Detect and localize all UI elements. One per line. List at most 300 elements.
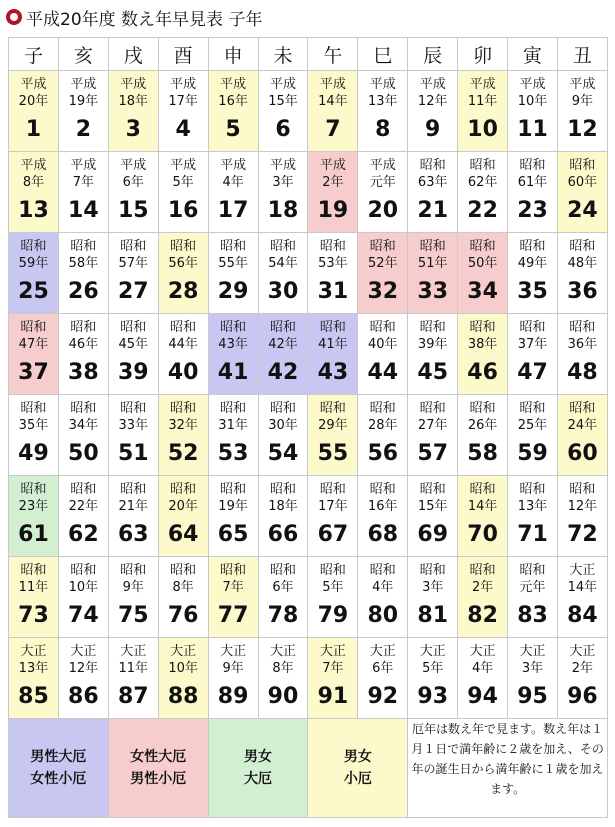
era-year: 13年 xyxy=(18,661,49,676)
age-number: 16 xyxy=(167,198,199,223)
age-cell xyxy=(308,314,358,395)
era-name: 大正 xyxy=(519,644,546,659)
zodiac-header: 戌 xyxy=(108,38,158,71)
age-number: 88 xyxy=(167,684,199,709)
era-year: 15年 xyxy=(268,94,298,109)
age-number: 32 xyxy=(367,279,399,304)
age-number: 65 xyxy=(217,522,249,547)
age-number: 12 xyxy=(567,117,598,142)
age-cell xyxy=(408,557,458,638)
table-row xyxy=(9,314,608,395)
age-number: 86 xyxy=(68,684,99,709)
era-year: 元年 xyxy=(369,175,396,190)
era-year: 60年 xyxy=(567,175,598,190)
age-cell xyxy=(9,395,59,476)
age-number: 62 xyxy=(68,522,99,547)
age-number: 96 xyxy=(567,684,598,709)
age-cell xyxy=(9,638,59,719)
age-cell xyxy=(358,557,408,638)
era-name: 昭和 xyxy=(319,239,346,254)
era-name: 昭和 xyxy=(319,401,346,416)
zodiac-header: 寅 xyxy=(508,38,558,71)
age-cell xyxy=(557,314,607,395)
era-year: 10年 xyxy=(168,661,198,676)
age-number: 3 xyxy=(125,117,141,142)
age-number: 71 xyxy=(517,522,548,547)
age-cell xyxy=(557,557,607,638)
legend-both-minor: 男女 小厄 xyxy=(308,719,408,818)
era-year: 40年 xyxy=(368,337,398,352)
age-number: 1 xyxy=(25,117,42,142)
age-number: 77 xyxy=(217,603,249,628)
era-year: 24年 xyxy=(567,418,598,433)
zodiac-header: 午 xyxy=(308,38,358,71)
age-number: 22 xyxy=(467,198,498,223)
era-name: 昭和 xyxy=(569,401,596,416)
age-number: 93 xyxy=(417,684,449,709)
era-name: 昭和 xyxy=(220,320,247,335)
age-number: 66 xyxy=(267,522,299,547)
era-name: 昭和 xyxy=(319,482,346,497)
era-name: 昭和 xyxy=(369,320,396,335)
era-name: 平成 xyxy=(20,158,47,173)
age-number: 19 xyxy=(317,198,349,223)
era-year: 2年 xyxy=(571,661,594,676)
era-year: 9年 xyxy=(222,661,244,676)
era-name: 平成 xyxy=(419,77,446,92)
era-year: 53年 xyxy=(318,256,348,271)
age-number: 61 xyxy=(18,522,49,547)
age-number: 51 xyxy=(117,441,149,466)
era-year: 22年 xyxy=(68,499,99,514)
age-number: 47 xyxy=(517,360,548,385)
age-cell xyxy=(557,638,607,719)
age-cell xyxy=(258,233,308,314)
era-name: 平成 xyxy=(70,77,97,92)
era-year: 18年 xyxy=(268,499,298,514)
era-year: 13年 xyxy=(517,499,548,514)
era-name: 大正 xyxy=(469,644,496,659)
era-year: 28年 xyxy=(368,418,398,433)
era-year: 57年 xyxy=(118,256,149,271)
age-number: 24 xyxy=(567,198,598,223)
era-name: 昭和 xyxy=(419,563,446,578)
age-cell xyxy=(108,395,158,476)
age-cell xyxy=(158,71,208,152)
age-number: 31 xyxy=(317,279,349,304)
age-number: 46 xyxy=(467,360,498,385)
era-year: 8年 xyxy=(22,175,45,190)
era-year: 29年 xyxy=(318,418,348,433)
age-table xyxy=(8,37,608,818)
era-name: 平成 xyxy=(369,77,396,92)
era-year: 18年 xyxy=(118,94,149,109)
era-year: 30年 xyxy=(268,418,298,433)
era-name: 大正 xyxy=(419,644,446,659)
legend-male-major-female-minor: 男性大厄 女性小厄 xyxy=(9,719,109,818)
age-cell xyxy=(508,476,558,557)
era-name: 昭和 xyxy=(170,401,197,416)
age-number: 76 xyxy=(167,603,199,628)
era-name: 昭和 xyxy=(469,482,496,497)
age-cell xyxy=(508,71,558,152)
age-cell xyxy=(458,476,508,557)
era-name: 昭和 xyxy=(519,563,546,578)
era-name: 昭和 xyxy=(20,401,47,416)
age-number: 44 xyxy=(367,360,399,385)
era-name: 大正 xyxy=(120,644,147,659)
era-year: 32年 xyxy=(168,418,198,433)
era-year: 49年 xyxy=(517,256,548,271)
zodiac-header: 亥 xyxy=(58,38,108,71)
age-number: 27 xyxy=(117,279,149,304)
era-year: 5年 xyxy=(422,661,444,676)
age-number: 80 xyxy=(367,603,399,628)
era-year: 33年 xyxy=(118,418,149,433)
age-number: 25 xyxy=(18,279,49,304)
age-cell xyxy=(308,233,358,314)
era-name: 平成 xyxy=(469,77,496,92)
era-name: 昭和 xyxy=(469,158,496,173)
age-cell xyxy=(458,557,508,638)
era-year: 36年 xyxy=(567,337,598,352)
era-name: 昭和 xyxy=(70,482,97,497)
age-number: 5 xyxy=(225,117,241,142)
era-year: 39年 xyxy=(417,337,448,352)
era-year: 17年 xyxy=(168,94,198,109)
age-cell xyxy=(108,152,158,233)
age-number: 45 xyxy=(417,360,449,385)
era-name: 平成 xyxy=(269,77,296,92)
era-name: 昭和 xyxy=(170,482,197,497)
age-cell xyxy=(557,476,607,557)
age-cell xyxy=(408,395,458,476)
age-cell xyxy=(258,557,308,638)
age-cell xyxy=(557,395,607,476)
era-name: 大正 xyxy=(369,644,396,659)
age-number: 39 xyxy=(117,360,149,385)
age-number: 75 xyxy=(117,603,149,628)
era-year: 23年 xyxy=(18,499,49,514)
age-cell xyxy=(508,233,558,314)
era-year: 3年 xyxy=(422,580,444,595)
era-name: 昭和 xyxy=(70,563,97,578)
era-year: 15年 xyxy=(417,499,448,514)
age-number: 52 xyxy=(167,441,199,466)
age-cell xyxy=(58,557,108,638)
era-name: 昭和 xyxy=(120,320,147,335)
age-number: 42 xyxy=(267,360,299,385)
age-cell xyxy=(308,638,358,719)
age-number: 79 xyxy=(317,603,349,628)
age-cell xyxy=(9,557,59,638)
age-cell xyxy=(508,314,558,395)
age-number: 10 xyxy=(467,117,498,142)
era-name: 平成 xyxy=(170,158,197,173)
era-year: 52年 xyxy=(368,256,398,271)
era-year: 43年 xyxy=(218,337,248,352)
era-name: 昭和 xyxy=(569,320,596,335)
age-cell xyxy=(408,233,458,314)
era-year: 4年 xyxy=(372,580,394,595)
era-year: 6年 xyxy=(372,661,394,676)
age-cell xyxy=(108,476,158,557)
age-cell xyxy=(458,638,508,719)
era-name: 大正 xyxy=(569,563,596,578)
age-number: 73 xyxy=(18,603,49,628)
era-year: 20年 xyxy=(168,499,198,514)
age-cell xyxy=(508,638,558,719)
era-year: 14年 xyxy=(318,94,348,109)
era-name: 平成 xyxy=(269,158,296,173)
age-number: 14 xyxy=(68,198,99,223)
age-cell xyxy=(208,638,258,719)
legend-both-major: 男女 大厄 xyxy=(208,719,308,818)
era-name: 昭和 xyxy=(220,563,247,578)
era-name: 昭和 xyxy=(419,158,446,173)
era-year: 20年 xyxy=(18,94,49,109)
age-number: 50 xyxy=(68,441,99,466)
era-name: 昭和 xyxy=(170,239,197,254)
age-cell xyxy=(158,395,208,476)
age-cell xyxy=(458,152,508,233)
note-text: 厄年は数え年で見ます。数え年は１月１日で満年齢に２歳を加え、その年の誕生日から満年齢に１歳を加えます。 xyxy=(408,719,608,818)
age-cell xyxy=(458,71,508,152)
age-number: 91 xyxy=(317,684,349,709)
era-name: 平成 xyxy=(220,158,247,173)
age-number: 82 xyxy=(467,603,498,628)
page-title: 平成20年度 数え年早見表 子年 xyxy=(26,9,263,30)
era-year: 4年 xyxy=(222,175,244,190)
era-year: 19年 xyxy=(218,499,248,514)
age-cell xyxy=(308,476,358,557)
era-year: 7年 xyxy=(322,661,344,676)
age-cell xyxy=(208,233,258,314)
age-number: 11 xyxy=(517,117,548,142)
era-year: 元年 xyxy=(519,580,546,595)
era-name: 昭和 xyxy=(120,563,147,578)
zodiac-header-row xyxy=(9,38,608,71)
era-name: 昭和 xyxy=(170,320,197,335)
era-name: 昭和 xyxy=(419,401,446,416)
era-name: 昭和 xyxy=(469,563,496,578)
age-cell xyxy=(9,71,59,152)
age-number: 8 xyxy=(375,117,391,142)
era-name: 昭和 xyxy=(220,401,247,416)
era-year: 12年 xyxy=(567,499,598,514)
age-number: 63 xyxy=(117,522,149,547)
era-year: 9年 xyxy=(122,580,144,595)
era-year: 44年 xyxy=(168,337,198,352)
era-name: 昭和 xyxy=(20,563,47,578)
age-cell xyxy=(358,395,408,476)
era-name: 昭和 xyxy=(369,401,396,416)
era-year: 34年 xyxy=(68,418,99,433)
age-cell xyxy=(458,395,508,476)
era-name: 昭和 xyxy=(419,320,446,335)
era-name: 平成 xyxy=(120,158,147,173)
era-year: 16年 xyxy=(368,499,398,514)
age-cell xyxy=(557,71,607,152)
era-name: 昭和 xyxy=(519,401,546,416)
age-cell xyxy=(9,233,59,314)
era-name: 昭和 xyxy=(569,239,596,254)
age-cell xyxy=(308,395,358,476)
age-cell xyxy=(258,71,308,152)
age-cell xyxy=(158,233,208,314)
age-cell xyxy=(258,476,308,557)
era-year: 48年 xyxy=(567,256,598,271)
era-name: 昭和 xyxy=(70,401,97,416)
era-name: 昭和 xyxy=(469,401,496,416)
age-number: 17 xyxy=(217,198,249,223)
era-year: 4年 xyxy=(471,661,494,676)
era-name: 昭和 xyxy=(319,563,346,578)
age-cell xyxy=(508,557,558,638)
age-number: 83 xyxy=(517,603,548,628)
age-cell xyxy=(408,638,458,719)
age-number: 18 xyxy=(267,198,299,223)
zodiac-header: 辰 xyxy=(408,38,458,71)
era-name: 平成 xyxy=(569,77,596,92)
era-name: 昭和 xyxy=(269,401,296,416)
age-number: 13 xyxy=(18,198,49,223)
era-year: 19年 xyxy=(68,94,99,109)
era-name: 昭和 xyxy=(20,239,47,254)
age-number: 78 xyxy=(267,603,299,628)
era-name: 昭和 xyxy=(220,239,247,254)
age-cell xyxy=(358,152,408,233)
zodiac-header: 卯 xyxy=(458,38,508,71)
era-name: 平成 xyxy=(319,77,346,92)
era-year: 41年 xyxy=(318,337,348,352)
age-cell xyxy=(408,476,458,557)
era-name: 平成 xyxy=(220,77,247,92)
era-name: 昭和 xyxy=(120,401,147,416)
age-cell xyxy=(408,314,458,395)
age-cell xyxy=(9,152,59,233)
age-number: 81 xyxy=(417,603,449,628)
age-cell xyxy=(158,152,208,233)
era-year: 38年 xyxy=(467,337,498,352)
age-cell xyxy=(308,152,358,233)
era-name: 平成 xyxy=(20,77,47,92)
era-name: 昭和 xyxy=(269,239,296,254)
era-name: 平成 xyxy=(369,158,396,173)
age-cell xyxy=(58,71,108,152)
age-cell xyxy=(408,152,458,233)
age-number: 58 xyxy=(467,441,498,466)
age-cell xyxy=(258,395,308,476)
era-name: 昭和 xyxy=(269,563,296,578)
age-cell xyxy=(458,314,508,395)
era-name: 昭和 xyxy=(369,482,396,497)
era-name: 大正 xyxy=(20,644,47,659)
era-name: 昭和 xyxy=(170,563,197,578)
age-number: 87 xyxy=(117,684,149,709)
age-cell xyxy=(358,638,408,719)
zodiac-header: 未 xyxy=(258,38,308,71)
age-cell xyxy=(108,314,158,395)
age-cell xyxy=(358,314,408,395)
era-name: 昭和 xyxy=(70,239,97,254)
age-cell xyxy=(9,314,59,395)
era-name: 昭和 xyxy=(220,482,247,497)
era-year: 56年 xyxy=(168,256,198,271)
logo-icon xyxy=(6,9,22,25)
era-year: 6年 xyxy=(122,175,144,190)
era-name: 大正 xyxy=(569,644,596,659)
era-year: 35年 xyxy=(18,418,49,433)
age-number: 26 xyxy=(68,279,99,304)
age-cell xyxy=(557,152,607,233)
era-name: 昭和 xyxy=(419,482,446,497)
era-year: 5年 xyxy=(172,175,194,190)
table-row xyxy=(9,395,608,476)
era-name: 昭和 xyxy=(269,482,296,497)
age-number: 20 xyxy=(367,198,399,223)
age-cell xyxy=(158,476,208,557)
age-number: 35 xyxy=(517,279,548,304)
era-name: 平成 xyxy=(170,77,197,92)
table-row xyxy=(9,233,608,314)
age-number: 85 xyxy=(18,684,49,709)
era-name: 昭和 xyxy=(70,320,97,335)
age-number: 74 xyxy=(68,603,99,628)
age-number: 67 xyxy=(317,522,349,547)
legend-row xyxy=(9,719,608,818)
age-number: 40 xyxy=(167,360,199,385)
zodiac-header: 酉 xyxy=(158,38,208,71)
age-cell xyxy=(358,476,408,557)
era-name: 昭和 xyxy=(569,482,596,497)
era-year: 25年 xyxy=(517,418,548,433)
age-cell xyxy=(58,395,108,476)
zodiac-header: 子 xyxy=(9,38,59,71)
age-number: 64 xyxy=(167,522,199,547)
age-cell xyxy=(358,233,408,314)
age-cell xyxy=(208,71,258,152)
era-name: 昭和 xyxy=(369,239,396,254)
age-number: 94 xyxy=(467,684,498,709)
age-cell xyxy=(58,476,108,557)
age-number: 60 xyxy=(567,441,598,466)
era-year: 12年 xyxy=(68,661,99,676)
era-year: 37年 xyxy=(517,337,548,352)
age-cell xyxy=(158,314,208,395)
table-row xyxy=(9,638,608,719)
era-name: 大正 xyxy=(319,644,346,659)
era-name: 昭和 xyxy=(20,320,47,335)
era-year: 50年 xyxy=(467,256,498,271)
era-name: 昭和 xyxy=(519,320,546,335)
age-cell xyxy=(158,638,208,719)
age-cell xyxy=(308,71,358,152)
age-number: 59 xyxy=(517,441,548,466)
age-cell xyxy=(258,314,308,395)
era-year: 13年 xyxy=(368,94,398,109)
era-year: 14年 xyxy=(567,580,598,595)
era-year: 11年 xyxy=(467,94,498,109)
era-year: 2年 xyxy=(322,175,344,190)
era-year: 61年 xyxy=(517,175,548,190)
age-cell xyxy=(108,71,158,152)
table-row xyxy=(9,476,608,557)
age-number: 53 xyxy=(217,441,249,466)
era-year: 3年 xyxy=(272,175,294,190)
age-number: 89 xyxy=(217,684,249,709)
age-number: 57 xyxy=(417,441,449,466)
